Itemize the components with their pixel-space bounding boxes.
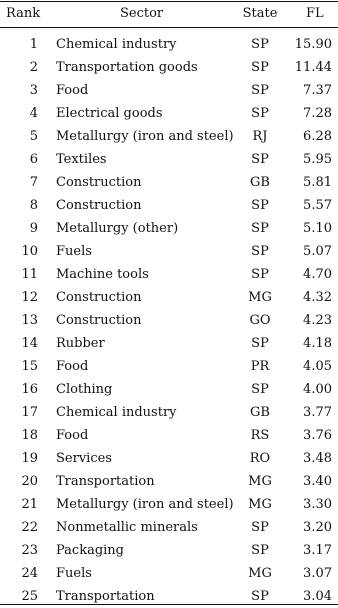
header-rank: Rank <box>6 6 41 21</box>
rank-cell: 6 <box>29 152 38 167</box>
state-cell: SP <box>251 60 269 75</box>
rank-cell: 7 <box>29 175 38 190</box>
rank-cell: 20 <box>21 474 38 489</box>
table-row <box>0 79 338 102</box>
fl-cell: 5.57 <box>303 198 332 213</box>
state-cell: RO <box>249 451 271 466</box>
sector-cell: Nonmetallic minerals <box>56 520 198 535</box>
table-row <box>0 539 338 562</box>
fl-cell: 15.90 <box>294 37 332 52</box>
fl-cell: 3.20 <box>303 520 332 535</box>
sector-cell: Fuels <box>56 566 92 581</box>
sector-cell: Clothing <box>56 382 113 397</box>
rank-cell: 23 <box>21 543 38 558</box>
rank-cell: 10 <box>21 244 38 259</box>
sector-cell: Construction <box>56 198 142 213</box>
fl-cell: 4.00 <box>303 382 332 397</box>
sector-cell: Metallurgy (iron and steel) <box>56 497 234 512</box>
table-row <box>0 33 338 56</box>
fl-cell: 5.81 <box>303 175 332 190</box>
sector-cell: Food <box>56 359 89 374</box>
table-row <box>0 263 338 286</box>
state-cell: MG <box>248 290 272 305</box>
rank-cell: 16 <box>21 382 38 397</box>
table-row <box>0 125 338 148</box>
table-bottom-rule <box>0 604 338 605</box>
state-cell: SP <box>251 83 269 98</box>
rank-cell: 12 <box>21 290 38 305</box>
state-cell: MG <box>248 566 272 581</box>
fl-cell: 5.07 <box>303 244 332 259</box>
rank-cell: 1 <box>29 37 38 52</box>
table-row <box>0 309 338 332</box>
state-cell: MG <box>248 474 272 489</box>
rank-cell: 5 <box>29 129 38 144</box>
state-cell: SP <box>251 336 269 351</box>
sector-cell: Metallurgy (other) <box>56 221 179 236</box>
rank-cell: 22 <box>21 520 38 535</box>
fl-cell: 4.70 <box>303 267 332 282</box>
table-row <box>0 171 338 194</box>
sector-cell: Transportation <box>56 589 155 604</box>
rank-cell: 4 <box>29 106 38 121</box>
state-cell: SP <box>251 589 269 604</box>
sector-cell: Transportation <box>56 474 155 489</box>
fl-cell: 3.30 <box>303 497 332 512</box>
state-cell: GB <box>250 175 270 190</box>
state-cell: SP <box>251 198 269 213</box>
fl-cell: 3.76 <box>303 428 332 443</box>
fl-cell: 3.17 <box>303 543 332 558</box>
table-row <box>0 562 338 585</box>
fl-cell: 7.37 <box>303 83 332 98</box>
header-state: State <box>242 6 278 21</box>
rank-cell: 25 <box>21 589 38 604</box>
fl-cell: 4.18 <box>303 336 332 351</box>
state-cell: SP <box>251 382 269 397</box>
fl-cell: 6.28 <box>303 129 332 144</box>
rank-cell: 18 <box>21 428 38 443</box>
state-cell: GO <box>249 313 271 328</box>
table-row <box>0 493 338 516</box>
sector-cell: Electrical goods <box>56 106 163 121</box>
fl-cell: 11.44 <box>294 60 332 75</box>
rank-cell: 14 <box>21 336 38 351</box>
fl-cell: 3.04 <box>303 589 332 604</box>
fl-cell: 4.23 <box>303 313 332 328</box>
fl-cell: 5.10 <box>303 221 332 236</box>
table-row <box>0 240 338 263</box>
rank-cell: 19 <box>21 451 38 466</box>
rank-cell: 17 <box>21 405 38 420</box>
table-row <box>0 378 338 401</box>
rank-cell: 24 <box>21 566 38 581</box>
state-cell: RS <box>250 428 270 443</box>
sector-cell: Food <box>56 83 89 98</box>
fl-cell: 3.77 <box>303 405 332 420</box>
sector-cell: Packaging <box>56 543 124 558</box>
sector-cell: Chemical industry <box>56 37 177 52</box>
sector-cell: Metallurgy (iron and steel) <box>56 129 234 144</box>
sector-cell: Construction <box>56 290 142 305</box>
rank-cell: 2 <box>29 60 38 75</box>
fl-cell: 4.32 <box>303 290 332 305</box>
rank-cell: 11 <box>21 267 38 282</box>
sector-cell: Construction <box>56 313 142 328</box>
table-row <box>0 447 338 470</box>
state-cell: GB <box>250 405 270 420</box>
sector-cell: Fuels <box>56 244 92 259</box>
sector-cell: Chemical industry <box>56 405 177 420</box>
rank-cell: 21 <box>21 497 38 512</box>
sector-cell: Transportation goods <box>56 60 198 75</box>
state-cell: SP <box>251 106 269 121</box>
rank-cell: 8 <box>29 198 38 213</box>
sector-cell: Machine tools <box>56 267 149 282</box>
rank-cell: 13 <box>21 313 38 328</box>
state-cell: SP <box>251 520 269 535</box>
state-cell: SP <box>251 221 269 236</box>
table-row <box>0 332 338 355</box>
table-row <box>0 217 338 240</box>
fl-cell: 7.28 <box>303 106 332 121</box>
table-row <box>0 194 338 217</box>
fl-cell: 5.95 <box>303 152 332 167</box>
table-row <box>0 102 338 125</box>
table-row <box>0 401 338 424</box>
fl-cell: 4.05 <box>303 359 332 374</box>
table-row <box>0 424 338 447</box>
fl-cell: 3.48 <box>303 451 332 466</box>
table-row <box>0 286 338 309</box>
fl-cell: 3.40 <box>303 474 332 489</box>
header-fl: FL <box>306 6 324 21</box>
rank-cell: 15 <box>21 359 38 374</box>
table-row <box>0 56 338 79</box>
rank-cell: 9 <box>29 221 38 236</box>
table-header-rule <box>0 27 338 28</box>
table-row <box>0 516 338 539</box>
sector-cell: Rubber <box>56 336 105 351</box>
table-row <box>0 148 338 171</box>
state-cell: SP <box>251 267 269 282</box>
table-row <box>0 355 338 378</box>
state-cell: SP <box>251 37 269 52</box>
state-cell: SP <box>251 244 269 259</box>
fl-cell: 3.07 <box>303 566 332 581</box>
header-sector: Sector <box>120 6 164 21</box>
sector-cell: Construction <box>56 175 142 190</box>
table-row <box>0 470 338 493</box>
state-cell: RJ <box>252 129 268 144</box>
state-cell: SP <box>251 152 269 167</box>
sector-cell: Services <box>56 451 112 466</box>
state-cell: MG <box>248 497 272 512</box>
sector-cell: Textiles <box>56 152 107 167</box>
state-cell: PR <box>250 359 270 374</box>
sector-cell: Food <box>56 428 89 443</box>
table-header-row <box>0 3 338 25</box>
state-cell: SP <box>251 543 269 558</box>
rank-cell: 3 <box>29 83 38 98</box>
table-top-rule <box>0 1 338 2</box>
